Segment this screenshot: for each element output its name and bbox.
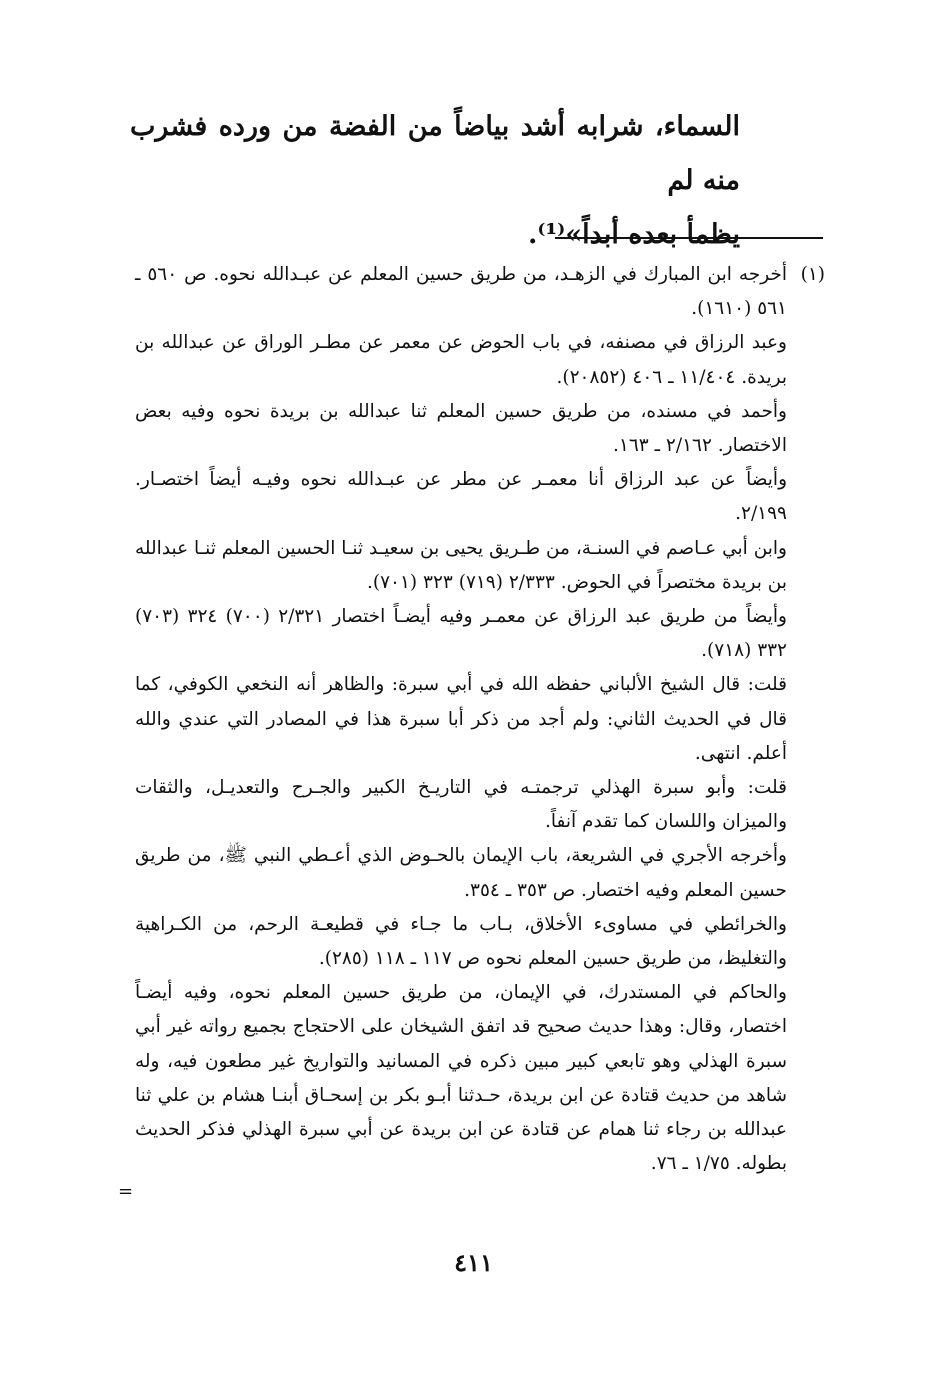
footnote-paragraph: وأخرجه الأجري في الشريعة، باب الإيمان بالحـوض الذي أعـطي النبي ﷺ، من طريق حسين المعلم وفيه اختصار. ص ٣٥٣ ـ ٣٥٤. (135, 845, 787, 901)
page-number: ٤١١ (454, 1248, 493, 1277)
footnote-body (135, 258, 787, 1181)
footnote-paragraph: وابن أبي عـاصم في السنـة، من طـريق يحيى بن سعيـد ثنـا الحسين المعلم ثنـا عبدالله بن بريدة مختصراً في الحوض. ٢/٣٣٣ (٧١٩) ٣٢٣ (٧٠١). (135, 537, 787, 593)
footnote-paragraph: أخرجه ابن المبارك في الزهـد، من طريق حسين المعلم عن عبـدالله نحوه. ص ٥٦٠ ـ ٥٦١ (١٦١٠). (135, 264, 787, 320)
main-text-line: السماء، شرابه أشد بياضاً من الفضة من ورده فشرب منه لم (130, 111, 740, 196)
main-text-line: يظمأ بعده أبداً»⁽¹⁾. (527, 219, 740, 250)
footnote-separator (555, 237, 823, 239)
continuation-mark: = (118, 1181, 134, 1202)
footnotes-section (135, 258, 825, 1181)
footnote-number: (١) (800, 264, 825, 285)
footnote-paragraph: والخرائطي في مساوىء الأخلاق، بـاب ما جـاء في قطيعـة الرحم، من الكـراهية والتغليظ، من طريق حسين المعلم نحوه ص ١١٧ ـ ١١٨ (٢٨٥). (135, 913, 787, 970)
footnote-paragraph: وأحمد في مسنده، من طريق حسين المعلم ثنا عبدالله بن بريدة نحوه وفيه بعض الاختصار. ٢/١٦٢ ـ ١٦٣. (135, 400, 787, 457)
footnote-paragraph: قلت: قال الشيخ الألباني حفظه الله في أبي سبرة: والظاهر أنه النخعي الكوفي، كما قال في الحديث الثاني: ولم أجد من ذكر أبا سبرة هذا في المصادر التي عندي والله أعلم. انتهى. (135, 674, 787, 764)
footnote-paragraph: وأيضاً من طريق عبد الرزاق عن معمـر وفيه أيضـاً اختصار ٢/٣٢١ (٧٠٠) ٣٢٤ (٧٠٣) ٣٣٢ (٧١٨). (135, 606, 787, 662)
footnote-paragraph: وأيضاً عن عبد الرزاق أنا معمـر عن مطر عن عبـدالله نحوه وفيـه أيضاً اختصـار. ٢/١٩٩. (135, 469, 787, 525)
footnote-paragraph: والحاكم في المستدرك، في الإيمان، من طريق حسين المعلم نحوه، وفيه أيضـاً اختصار، وقال: وهذا حديث صحيح قد اتفق الشيخان على الاحتجاج بجميع رواته غير أبي سبرة الهذلي وهو تابعي كبير مبين ذكره في المسانيد والتواريخ غير مطعون فيه، وله شاهد من حديث قتادة عن ابن بريدة، حـدثنا أبـو بكر بن إسحـاق أبنـا هشام بن علي ثنا عبدالله بن رجاء ثنا همام عن قتادة عن ابن بريدة عن أبي سبرة الهذلي فذكر الحديث بطوله. ١/٧٥ ـ ٧٦. (135, 982, 787, 1175)
footnote (135, 258, 825, 1181)
footnote-paragraph: وعبد الرزاق في مصنفه، في باب الحوض عن معمر عن مطـر الوراق عن عبدالله بن بريدة. ١١/٤٠٤ ـ ٤٠٦ (٢٠٨٥٢). (135, 332, 787, 388)
footnote-paragraph: قلت: وأبو سبرة الهذلي ترجمتـه في التاريـخ الكبير والجـرح والتعديـل، والثقات والميزان واللسان كما تقدم آنفاً. (135, 777, 787, 833)
